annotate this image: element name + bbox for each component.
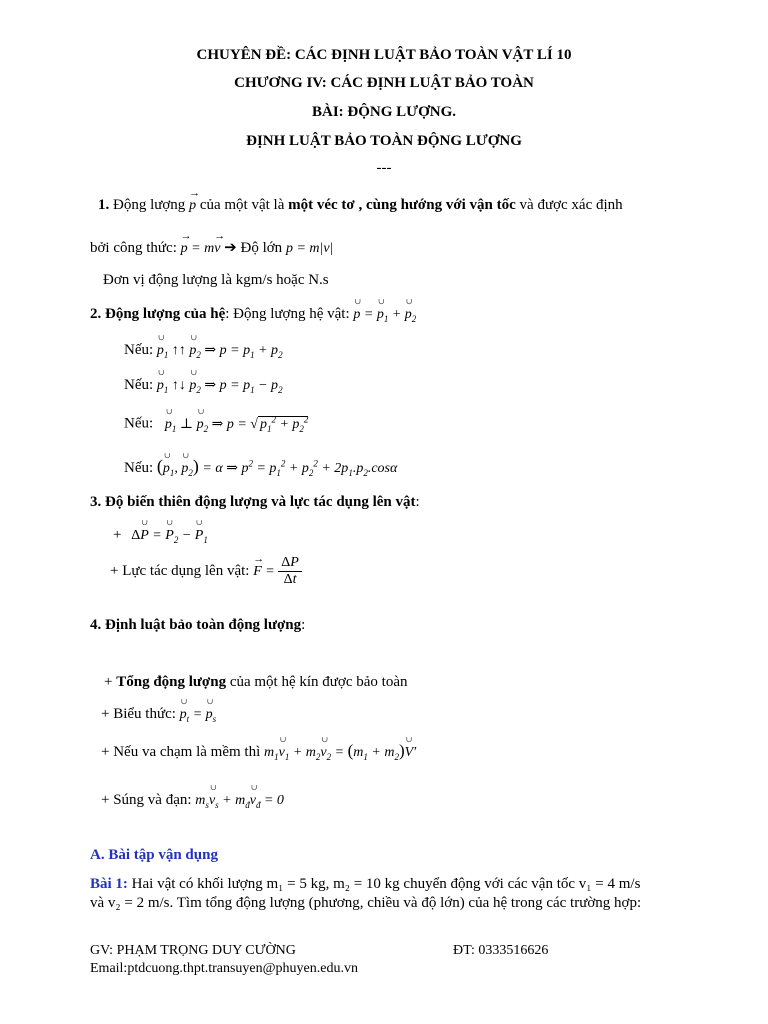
- section-3-heading: 3. Độ biến thiên động lượng và lực tác dụng lên vật: [90, 494, 416, 510]
- s1-text-4: bởi công thức:: [90, 240, 181, 256]
- section-2-title: [90, 306, 416, 324]
- conservation-statement: [104, 674, 408, 691]
- p-vector-symbol: → p: [189, 198, 196, 214]
- exercise-1-line-1: [90, 876, 640, 893]
- exercise-1-text-1: Hai vật có khối lượng m₁ = 5 kg, m₂ = 10 kg chuyển động với các vận tốc v₁ = 4 m/s: [127, 876, 641, 892]
- s4-line-2: + Biểu thức:: [101, 706, 180, 722]
- case-angle: [124, 456, 397, 478]
- header-line-4: ĐỊNH LUẬT BẢO TOÀN ĐỘNG LƯỢNG: [246, 133, 522, 149]
- case-angle-formula: (∪ $p_1$, ∪ $p_2) = \alpha$ ⇒ $p^2 = p_1^2 + p_2^2 + 2p_1.p_2.\cos\alpha$: [157, 461, 397, 476]
- section-2-heading: 2. Động lượng của hệ: [90, 306, 226, 322]
- section-3-title: [90, 494, 420, 511]
- header-line-1: CHUYÊN ĐỀ: CÁC ĐỊNH LUẬT BẢO TOÀN VẬT LÍ 10: [196, 47, 572, 63]
- section-4-colon: :: [301, 617, 306, 633]
- s4-line-3: + Nếu va chạm là mềm thì: [101, 744, 264, 760]
- case-antiparallel-formula: ∪ $p_1$ ↑↓ ∪ $p_2$ ⇒ $p = p_1 - p_2$: [157, 378, 283, 393]
- conservation-expression: [101, 706, 216, 724]
- s1-text-1: Động lượng: [109, 197, 190, 213]
- gun-bullet-formula: $m_s\cup$ $v_s$ + $m_đ\cup$ $v_đ = 0$: [195, 793, 284, 808]
- section-2-rest: : Động lượng hệ vật:: [225, 306, 354, 322]
- system-momentum-formula: ∪ p = ∪ $p_1$ + ∪ $p_2$: [353, 307, 416, 322]
- section-1-line-2: [90, 238, 333, 257]
- s4-line-1-bold: Tổng động lượng: [116, 674, 227, 690]
- section-4-title: [90, 617, 305, 634]
- s1-text-2: của một vật là: [196, 197, 289, 213]
- s4-line-1-prefix: +: [104, 674, 117, 690]
- footer-phone: ĐT: 0333516626: [453, 943, 549, 958]
- s1-text-3: và được xác định: [515, 197, 623, 213]
- arrow-right-icon: ➔: [224, 240, 237, 256]
- force-line: [110, 555, 302, 588]
- momentum-unit: Đơn vị động lượng là kgm/s hoặc N.s: [103, 272, 329, 288]
- inelastic-collision: [101, 741, 416, 762]
- case-perpendicular-formula: ∪ $p_1$ ⊥ ∪ $p_2$ ⇒ p = √ $p_1^2 + p_2^2$: [165, 417, 309, 432]
- header-divider: ---: [376, 160, 392, 176]
- plus-sign: +: [113, 527, 126, 543]
- section-1-number: 1.: [98, 197, 110, 213]
- section-3-colon: :: [415, 494, 420, 510]
- exercise-1-line-2: và v₂ = 2 m/s. Tìm tổng động lượng (phương, chiều và độ lớn) của hệ trong các trường hợp:: [90, 895, 642, 911]
- s1-text-5: Độ lớn: [236, 240, 286, 256]
- case-parallel-formula: ∪ $p_1$ ↑↑ ∪ $p_2$ ⇒ $p = p_1 + p_2$: [157, 343, 283, 358]
- force-formula: → F = $\frac{\Delta P}{\Delta t}$: [253, 564, 302, 579]
- if-label: Nếu:: [124, 342, 154, 358]
- header-line-2: CHƯƠNG IV: CÁC ĐỊNH LUẬT BẢO TOÀN: [234, 75, 534, 91]
- gun-bullet: [101, 792, 284, 810]
- section-4-heading: 4. Định luật bảo toàn động lượng: [90, 617, 302, 633]
- footer-email: Email:ptdcuong.thpt.transuyen@phuyen.edu.vn: [90, 961, 358, 976]
- momentum-formula: → p = m→ v: [181, 241, 221, 256]
- force-label: + Lực tác dụng lên vật:: [110, 562, 254, 579]
- footer-teacher: GV: PHẠM TRỌNG DUY CƯỜNG: [90, 943, 296, 958]
- if-label: Nếu:: [124, 377, 154, 393]
- inelastic-collision-formula: $m_1\cup$ $v_1$ + $m_2\cup$ $v_2 = (m_1$ + $m_2)\cup$ V′: [264, 745, 416, 760]
- case-antiparallel: [124, 377, 283, 395]
- s4-line-4: + Súng và đạn:: [101, 792, 196, 808]
- momentum-change: [113, 527, 208, 545]
- if-label: Nếu:: [124, 460, 154, 476]
- case-parallel: [124, 342, 283, 360]
- momentum-magnitude-formula: p = m|v|: [285, 241, 334, 256]
- header-line-3: BÀI: ĐỘNG LƯỢNG.: [311, 104, 457, 120]
- if-label: Nếu:: [124, 415, 154, 432]
- section-1-line-1: [98, 197, 623, 214]
- exercise-1-label: Bài 1:: [90, 876, 128, 892]
- section-a-title: A. Bài tập vận dụng: [90, 847, 218, 863]
- s4-line-1-rest: của một hệ kín được bảo toàn: [226, 674, 408, 690]
- s1-bold-definition: một véc tơ , cùng hướng với vận tốc: [288, 197, 516, 213]
- momentum-change-formula: Δ∪ P = ∪ $P_2$ − ∪ $P_1$: [131, 528, 208, 543]
- conservation-formula: ∪ $p_t$ = ∪ $p_s$: [180, 707, 216, 722]
- case-perpendicular: [124, 414, 308, 433]
